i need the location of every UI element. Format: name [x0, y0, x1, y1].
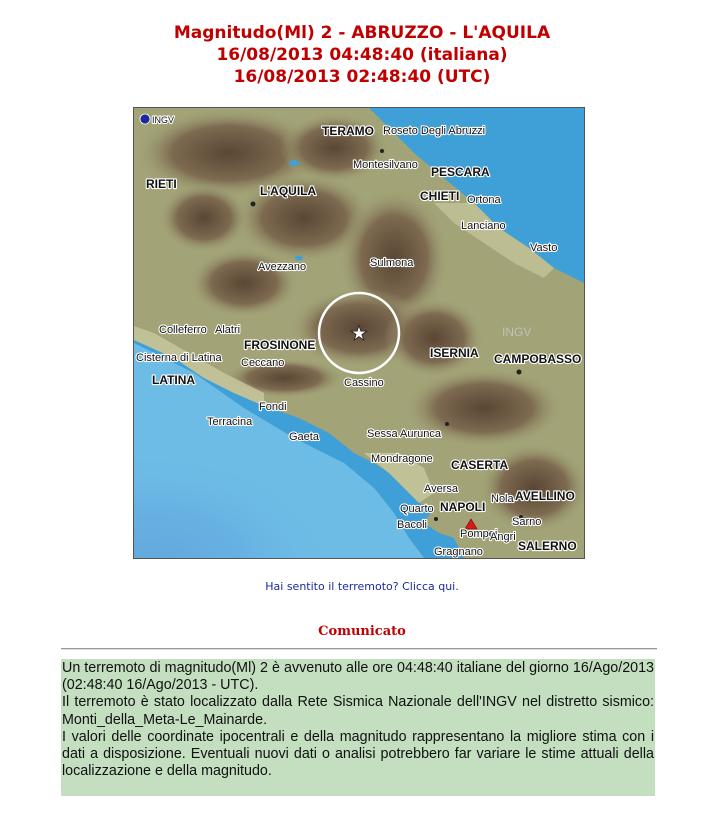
label-fondi: Fondi	[259, 401, 287, 413]
label-chieti: CHIETI	[420, 189, 460, 203]
label-napoli: NAPOLI	[440, 500, 486, 514]
label-bacoli: Bacoli	[397, 519, 427, 531]
label-latina: LATINA	[152, 373, 196, 387]
label-montesilvano: Montesilvano	[353, 159, 418, 171]
label-terracina: Terracina	[207, 416, 253, 428]
label-lanciano: Lanciano	[461, 220, 506, 232]
label-gragnano: Gragnano	[434, 546, 483, 558]
label-aversa: Aversa	[424, 483, 459, 495]
map-logo: INGV	[152, 115, 175, 125]
label-alatri: Alatri	[215, 324, 241, 336]
label-sessa: Sessa Aurunca	[367, 428, 441, 440]
label-avellino: AVELLINO	[515, 489, 575, 503]
event-time-utc: 16/08/2013 02:48:40 (UTC)	[233, 67, 491, 87]
label-sarno: Sarno	[512, 516, 542, 528]
felt-report-link[interactable]: Hai sentito il terremoto? Clicca qui.	[265, 580, 459, 593]
label-pescara: PESCARA	[431, 165, 490, 179]
label-ceccano: Ceccano	[241, 357, 285, 369]
label-isernia: ISERNIA	[430, 346, 479, 360]
felt-report	[0, 580, 724, 593]
label-sulmona: Sulmona	[370, 257, 414, 269]
label-nola: Nola	[491, 493, 514, 505]
comunicato-title: Comunicato	[318, 624, 406, 639]
label-ortona: Ortona	[467, 194, 501, 206]
label-gaeta: Gaeta	[289, 431, 319, 443]
label-frosinone: FROSINONE	[244, 338, 316, 352]
label-campobasso: CAMPOBASSO	[494, 352, 582, 366]
label-pompei: Pompei	[460, 528, 498, 540]
comunicato-text	[61, 659, 655, 796]
label-cisterna: Cisterna di Latina	[136, 352, 222, 364]
label-teramo: TERAMO	[322, 124, 374, 138]
label-mondragone: Mondragone	[371, 453, 433, 465]
comunicato-paragraph-2: Il terremoto è stato localizzato dalla Rete Sismica Nazionale dell'INGV nel distretto sismico: Monti_della_Meta-Le_Mainarde.	[62, 694, 654, 728]
event-header	[0, 22, 724, 88]
divider	[61, 648, 657, 649]
label-colleferro: Colleferro	[159, 324, 207, 336]
map-faint-label: INGV	[502, 325, 532, 339]
label-salerno: SALERNO	[518, 539, 577, 553]
label-rieti: RIETI	[146, 177, 177, 191]
epicenter-star-icon: ★	[350, 321, 368, 345]
label-cassino: Cassino	[344, 377, 384, 389]
event-title: Magnitudo(Ml) 2 - ABRUZZO - L'AQUILA	[173, 23, 551, 43]
label-avezzano: Avezzano	[258, 261, 307, 273]
label-angri: Angri	[490, 531, 516, 543]
label-caserta: CASERTA	[451, 458, 509, 472]
event-time-local: 16/08/2013 04:48:40 (italiana)	[216, 45, 508, 65]
comunicato-paragraph-3: I valori delle coordinate ipocentrali e della magnitudo rappresentano la migliore stima con i dati a disposizione. Eventuali nuovi dati o analisi potrebbero far variare le stime attuali della localizzazione e della magnitudo.	[62, 728, 654, 780]
label-roseto: Roseto Degli Abruzzi	[383, 125, 486, 137]
label-laquila: L'AQUILA	[260, 184, 317, 198]
label-vasto: Vasto	[530, 242, 558, 254]
label-quarto: Quarto	[400, 503, 434, 515]
comunicato-paragraph-1: Un terremoto di magnitudo(Ml) 2 è avvenuto alle ore 04:48:40 italiane del giorno 16/Ago/2013 (02:48:40 16/Ago/2013 - UTC).	[62, 660, 654, 694]
ingv-globe-icon	[140, 114, 150, 124]
epicenter-map[interactable]	[133, 107, 585, 559]
